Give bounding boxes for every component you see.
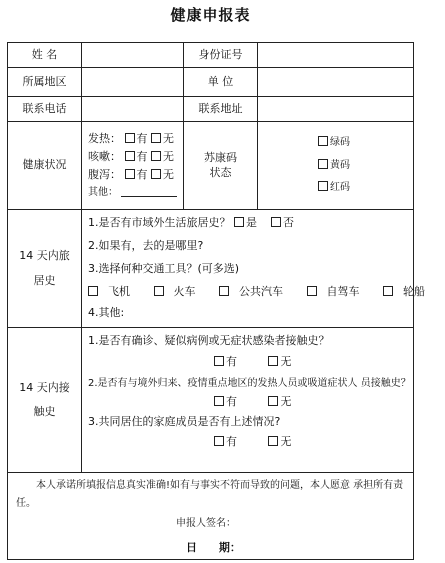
address-field[interactable] (258, 97, 414, 122)
travel-history-label-line1: 14 天内旅 (19, 249, 70, 263)
phone-label: 联系电话 (8, 97, 82, 122)
health-status-label: 健康状况 (8, 122, 82, 210)
contact-q1-yes-checkbox[interactable] (214, 356, 224, 366)
su-health-code-label-line1: 苏康码 (204, 150, 237, 164)
bus-label: 公共汽车 (239, 284, 283, 298)
bus-option[interactable] (219, 285, 293, 298)
travel-history-section (82, 210, 425, 328)
health-code-options (258, 122, 414, 210)
plane-checkbox[interactable] (88, 286, 98, 296)
self-drive-option[interactable] (307, 285, 370, 298)
diarrhea-yes-label: 有 (136, 167, 148, 181)
travel-history-label-line2: 居史 (33, 273, 56, 287)
phone-field[interactable] (82, 97, 184, 122)
contact-q2-options (214, 395, 411, 410)
plane-label: 飞机 (108, 284, 130, 298)
contact-q2-yes-label: 有 (226, 394, 237, 408)
contact-history-label-line2: 触史 (33, 405, 56, 418)
contact-q2-yes-checkbox[interactable] (214, 396, 224, 406)
contact-q3-yes-label: 有 (226, 435, 237, 449)
travel-q1-text: 1.是否有市域外生活旅居史？ (88, 216, 231, 230)
fever-no-label: 无 (163, 131, 174, 145)
train-option[interactable] (154, 285, 206, 298)
declaration-section (8, 473, 414, 560)
train-checkbox[interactable] (154, 286, 164, 296)
travel-q1-no-checkbox[interactable] (271, 217, 281, 227)
contact-q1: 1.是否有确诊、疑似病例或无症状感染者接触史？ (88, 334, 330, 347)
travel-q4: 4.其他: (88, 305, 125, 319)
contact-q3-yes-checkbox[interactable] (214, 436, 224, 446)
diarrhea-row (88, 168, 183, 183)
contact-q2: 2.是否有与境外归来、疫情重点地区的发热人员或吸道症状人 员接触史？ (88, 377, 411, 389)
fever-yes-label: 有 (136, 131, 148, 145)
su-health-code-label (184, 122, 258, 210)
cough-no-label: 无 (163, 149, 174, 163)
contact-q2-no-label: 无 (280, 394, 292, 408)
yellow-code-option[interactable] (318, 159, 413, 173)
unit-field[interactable] (258, 68, 414, 97)
contact-history-label-line1: 14 天内接 (19, 380, 70, 394)
contact-q3-no-checkbox[interactable] (268, 436, 278, 446)
fever-yes-checkbox[interactable] (125, 133, 135, 143)
su-health-code-label-line2: 状态 (209, 165, 232, 179)
signature-row[interactable] (176, 517, 405, 531)
ship-option[interactable] (383, 285, 435, 298)
name-field[interactable] (82, 43, 184, 68)
diarrhea-no-checkbox[interactable] (151, 169, 161, 179)
travel-q1-yes-label: 是 (246, 216, 257, 230)
contact-q1-yes-label: 有 (226, 354, 237, 368)
signature-label: 申报人签名： (176, 518, 236, 529)
symptom-checklist (82, 122, 184, 210)
unit-label: 单 位 (184, 68, 258, 97)
region-label: 所属地区 (8, 68, 82, 97)
green-code-label: 绿码 (330, 137, 350, 149)
green-code-option[interactable] (318, 136, 413, 150)
page-title: 健康申报表 (170, 6, 251, 24)
contact-q3: 3.共同居住的家庭成员是否有上述情况? (88, 414, 281, 428)
ship-checkbox[interactable] (383, 286, 393, 296)
yellow-code-label: 黄码 (330, 159, 350, 171)
other-symptom-field[interactable] (121, 186, 177, 197)
diarrhea-no-label: 无 (163, 167, 174, 181)
ship-label: 轮船 (403, 284, 425, 298)
id-number-label: 身份证号 (184, 43, 258, 68)
fever-no-checkbox[interactable] (151, 133, 161, 143)
travel-q3: 3.选择何种交通工具？(可多选) (88, 262, 240, 276)
contact-q1-no-label: 无 (280, 354, 292, 368)
other-symptom-label: 其他： (88, 186, 118, 198)
fever-row (88, 132, 183, 147)
contact-q3-no-label: 无 (280, 435, 292, 449)
plane-option[interactable] (88, 285, 140, 298)
address-label: 联系地址 (184, 97, 258, 122)
date-row[interactable] (186, 541, 405, 556)
diarrhea-yes-checkbox[interactable] (125, 169, 135, 179)
diarrhea-label: 腹泻： (88, 167, 121, 181)
date-label: 日 期： (186, 540, 241, 554)
contact-history-label (8, 328, 82, 473)
travel-q1-no-label: 否 (283, 216, 294, 230)
travel-q1 (88, 216, 411, 231)
train-label: 火车 (173, 284, 196, 298)
bus-checkbox[interactable] (219, 286, 229, 296)
declaration-text: 本人承诺所填报信息真实准确!如有与事实不符而导致的问题，本人愿意 承担所有责任。 (16, 480, 404, 509)
cough-yes-label: 有 (136, 149, 148, 163)
contact-q3-options (214, 435, 411, 450)
contact-history-section (82, 328, 414, 473)
red-code-checkbox[interactable] (318, 181, 328, 191)
health-declaration-form (7, 42, 425, 560)
cough-label: 咳嗽： (88, 149, 121, 163)
green-code-checkbox[interactable] (318, 136, 328, 146)
yellow-code-checkbox[interactable] (318, 159, 328, 169)
contact-q1-options (214, 355, 411, 370)
fever-label: 发热： (88, 131, 121, 145)
name-label: 姓 名 (8, 43, 82, 68)
cough-no-checkbox[interactable] (151, 151, 161, 161)
self-drive-checkbox[interactable] (307, 286, 317, 296)
contact-q1-no-checkbox[interactable] (268, 356, 278, 366)
cough-yes-checkbox[interactable] (125, 151, 135, 161)
cough-row (88, 150, 183, 165)
transport-options (88, 284, 425, 300)
region-field[interactable] (82, 68, 184, 97)
red-code-option[interactable] (318, 181, 413, 195)
travel-q1-yes-checkbox[interactable] (234, 217, 244, 227)
travel-history-label (8, 210, 82, 328)
id-number-field[interactable] (258, 43, 414, 68)
travel-q2: 2.如果有，去的是哪里? (88, 239, 204, 253)
red-code-label: 红码 (330, 182, 350, 194)
contact-q2-no-checkbox[interactable] (268, 396, 278, 406)
self-drive-label: 自驾车 (326, 284, 360, 298)
other-symptom-row (88, 186, 183, 200)
